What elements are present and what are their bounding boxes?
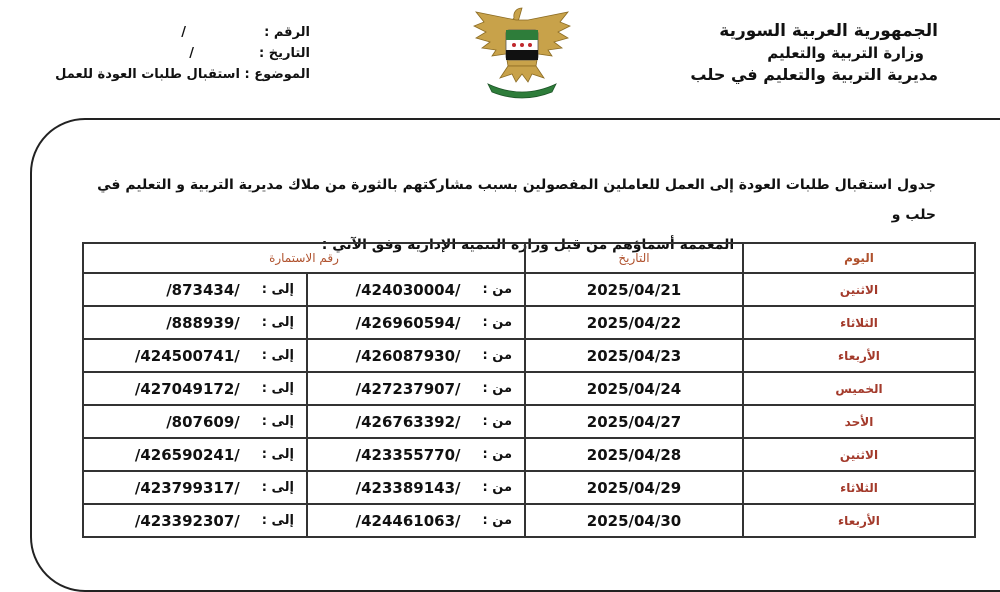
table-row (83, 504, 975, 537)
day-cell: الثلاثاء (743, 306, 975, 339)
date-value: 2025/04/28 (586, 445, 682, 464)
to-value: /888939/ (166, 313, 240, 332)
date-cell (525, 438, 743, 471)
to-label: إلى : (261, 315, 294, 330)
day-cell: الثلاثاء (743, 471, 975, 504)
republic-name: الجمهورية العربية السورية (719, 21, 938, 41)
eagle-emblem-icon (466, 4, 578, 102)
day-cell: الأحد (743, 405, 975, 438)
to-cell (83, 372, 307, 405)
to-value: /426590241/ (134, 445, 240, 464)
to-value: /424500741/ (134, 346, 240, 365)
date-value: 2025/04/29 (586, 478, 682, 497)
from-label: من : (482, 315, 512, 330)
date-cell (525, 471, 743, 504)
to-label: إلى : (261, 447, 294, 462)
date-cell (525, 339, 743, 372)
to-cell (83, 471, 307, 504)
from-cell (307, 504, 525, 537)
date-value: 2025/04/22 (586, 313, 682, 332)
table-row (83, 339, 975, 372)
ref-label: الرقم : (264, 25, 310, 40)
header-day: اليوم (743, 243, 975, 273)
table-row (83, 471, 975, 504)
day-cell: الأربعاء (743, 504, 975, 537)
ministry-name: وزارة التربية والتعليم (767, 44, 924, 62)
to-cell (83, 306, 307, 339)
ref-row (40, 22, 310, 43)
date-value: 2025/04/30 (586, 511, 682, 530)
from-label: من : (482, 414, 512, 429)
date-value: 2025/04/24 (586, 379, 682, 398)
ref-slash: / (181, 25, 186, 40)
intro-line-2: المعممة أسماؤهم من قبل وزارة التنمية الإدارية وفق الآتي : (321, 237, 735, 253)
from-label: من : (482, 348, 512, 363)
intro-line-1: جدول استقبال طلبات العودة إلى العمل للعاملين المفصولين بسبب مشاركتهم بالثورة من ملاك مديرية التربية و التعليم في حلب و (97, 177, 936, 223)
date-cell (525, 273, 743, 306)
from-value: /424461063/ (355, 511, 461, 530)
date-value: 2025/04/21 (586, 280, 682, 299)
table-row (83, 372, 975, 405)
from-cell (307, 372, 525, 405)
day-cell: الاثنين (743, 273, 975, 306)
date-slash: / (189, 46, 194, 61)
from-value: /423355770/ (355, 445, 461, 464)
date-cell (525, 405, 743, 438)
directorate-name: مديرية التربية والتعليم في حلب (690, 65, 938, 84)
from-label: من : (482, 480, 512, 495)
to-cell (83, 405, 307, 438)
date-cell (525, 504, 743, 537)
header-form-number: رقم الاستمارة (83, 243, 525, 273)
to-label: إلى : (261, 282, 294, 297)
table-row (83, 273, 975, 306)
to-label: إلى : (261, 414, 294, 429)
from-label: من : (482, 282, 512, 297)
letterhead-right (678, 20, 938, 86)
day-cell: الخميس (743, 372, 975, 405)
from-cell (307, 471, 525, 504)
from-value: /427237907/ (355, 379, 461, 398)
to-label: إلى : (261, 513, 294, 528)
from-value: /426763392/ (355, 412, 461, 431)
table-row (83, 438, 975, 471)
date-cell (525, 372, 743, 405)
from-cell (307, 306, 525, 339)
table-row (83, 306, 975, 339)
from-value: /426960594/ (355, 313, 461, 332)
to-label: إلى : (261, 348, 294, 363)
from-label: من : (482, 447, 512, 462)
to-label: إلى : (261, 381, 294, 396)
table-row (83, 405, 975, 438)
date-label: التاريخ : (259, 46, 310, 61)
from-cell (307, 438, 525, 471)
subject-text: استقبال طلبات العودة للعمل (55, 67, 240, 82)
subject-label: الموضوع : (244, 67, 310, 82)
to-cell (83, 273, 307, 306)
to-cell (83, 438, 307, 471)
to-value: /427049172/ (134, 379, 240, 398)
from-cell (307, 339, 525, 372)
from-value: /424030004/ (355, 280, 461, 299)
to-cell (83, 339, 307, 372)
to-label: إلى : (261, 480, 294, 495)
table-header-row (83, 243, 975, 273)
date-row (40, 43, 310, 64)
from-label: من : (482, 513, 512, 528)
from-value: /426087930/ (355, 346, 461, 365)
date-value: 2025/04/27 (586, 412, 682, 431)
subject-row (40, 64, 310, 85)
date-cell (525, 306, 743, 339)
schedule-table (82, 242, 976, 538)
to-cell (83, 504, 307, 537)
to-value: /873434/ (166, 280, 240, 299)
day-cell: الأربعاء (743, 339, 975, 372)
date-value: 2025/04/23 (586, 346, 682, 365)
day-cell: الاثنين (743, 438, 975, 471)
to-value: /807609/ (166, 412, 240, 431)
header-date: التاريخ (525, 243, 743, 273)
from-cell (307, 273, 525, 306)
from-value: /423389143/ (355, 478, 461, 497)
from-cell (307, 405, 525, 438)
to-value: /423799317/ (134, 478, 240, 497)
from-label: من : (482, 381, 512, 396)
letterhead-left (40, 22, 310, 85)
to-value: /423392307/ (134, 511, 240, 530)
